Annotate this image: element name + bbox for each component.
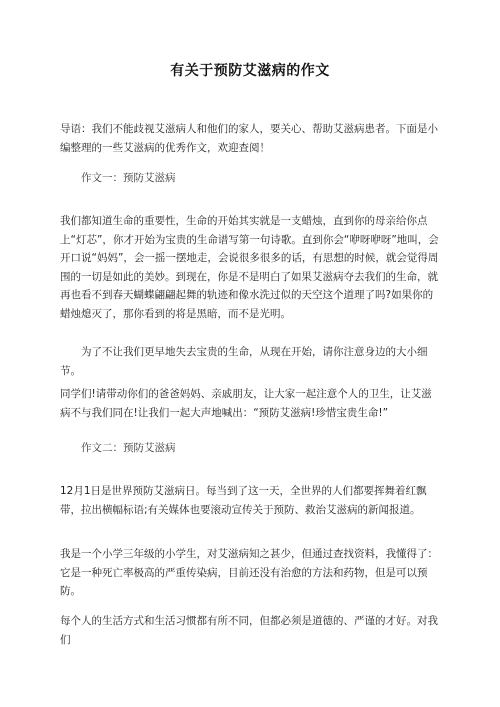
essay1-paragraph-1: 我们都知道生命的重要性，生命的开始其实就是一支蜡烛，直到你的母亲给你点上“灯芯”，你才开始为宝贵的生命谱写第一句诗歌。直到你会“咿呀咿呀”地叫，会开口说“妈妈”，会一摇一摆地走，会说很多很多的话，有思想的时候，就会觉得周围的一切是如此的美妙。到现在，你是不是明白了如果艾滋病夺去我们的生命，就再也看不到春天蝴蝶翩翩起舞的轨迹和像水洗过似的天空这个道理了吗?如果你的蜡烛熄灭了，那你看到的将是黑暗，而不是光明。 bbox=[60, 215, 439, 320]
essay2-paragraph-1: 12月1日是世界预防艾滋病日。每当到了这一天，全世界的人们都要挥舞着红飘带，拉出横幅标语;有关媒体也要滚动宣传关于预防、救治艾滋病的新闻报道。 bbox=[60, 485, 427, 516]
essay2-paragraph-3: 每个人的生活方式和生活习惯都有所不同，但都必须是道德的、严谨的才好。对我们 bbox=[60, 615, 438, 646]
intro-paragraph: 导语：我们不能歧视艾滋病人和他们的家人，要关心、帮助艾滋病患者。下面是小编整理的一些艾滋病的优秀作文，欢迎查阅！ bbox=[60, 123, 438, 154]
essay2-heading: 作文二：预防艾滋病 bbox=[81, 442, 176, 454]
page-title: 有关于预防艾滋病的作文 bbox=[170, 63, 330, 79]
essay1-heading: 作文一：预防艾滋病 bbox=[81, 172, 176, 184]
essay1-paragraph-2: 为了不让我们更早地失去宝贵的生命，从现在开始，请你注意身边的大小细节。 bbox=[60, 346, 428, 377]
essay1-paragraph-3: 同学们!请带动你们的爸爸妈妈、亲戚朋友，让大家一起注意个人的卫生，让艾滋病不与我们同在!让我们一起大声地喊出：“预防艾滋病!珍惜宝贵生命!” bbox=[60, 388, 432, 419]
essay2-paragraph-2: 我是一个小学三年级的小学生，对艾滋病知之甚少，但通过查找资料，我懂得了：它是一种死亡率极高的严重传染病，目前还没有治愈的方法和药物，但是可以预防。 bbox=[60, 548, 438, 597]
